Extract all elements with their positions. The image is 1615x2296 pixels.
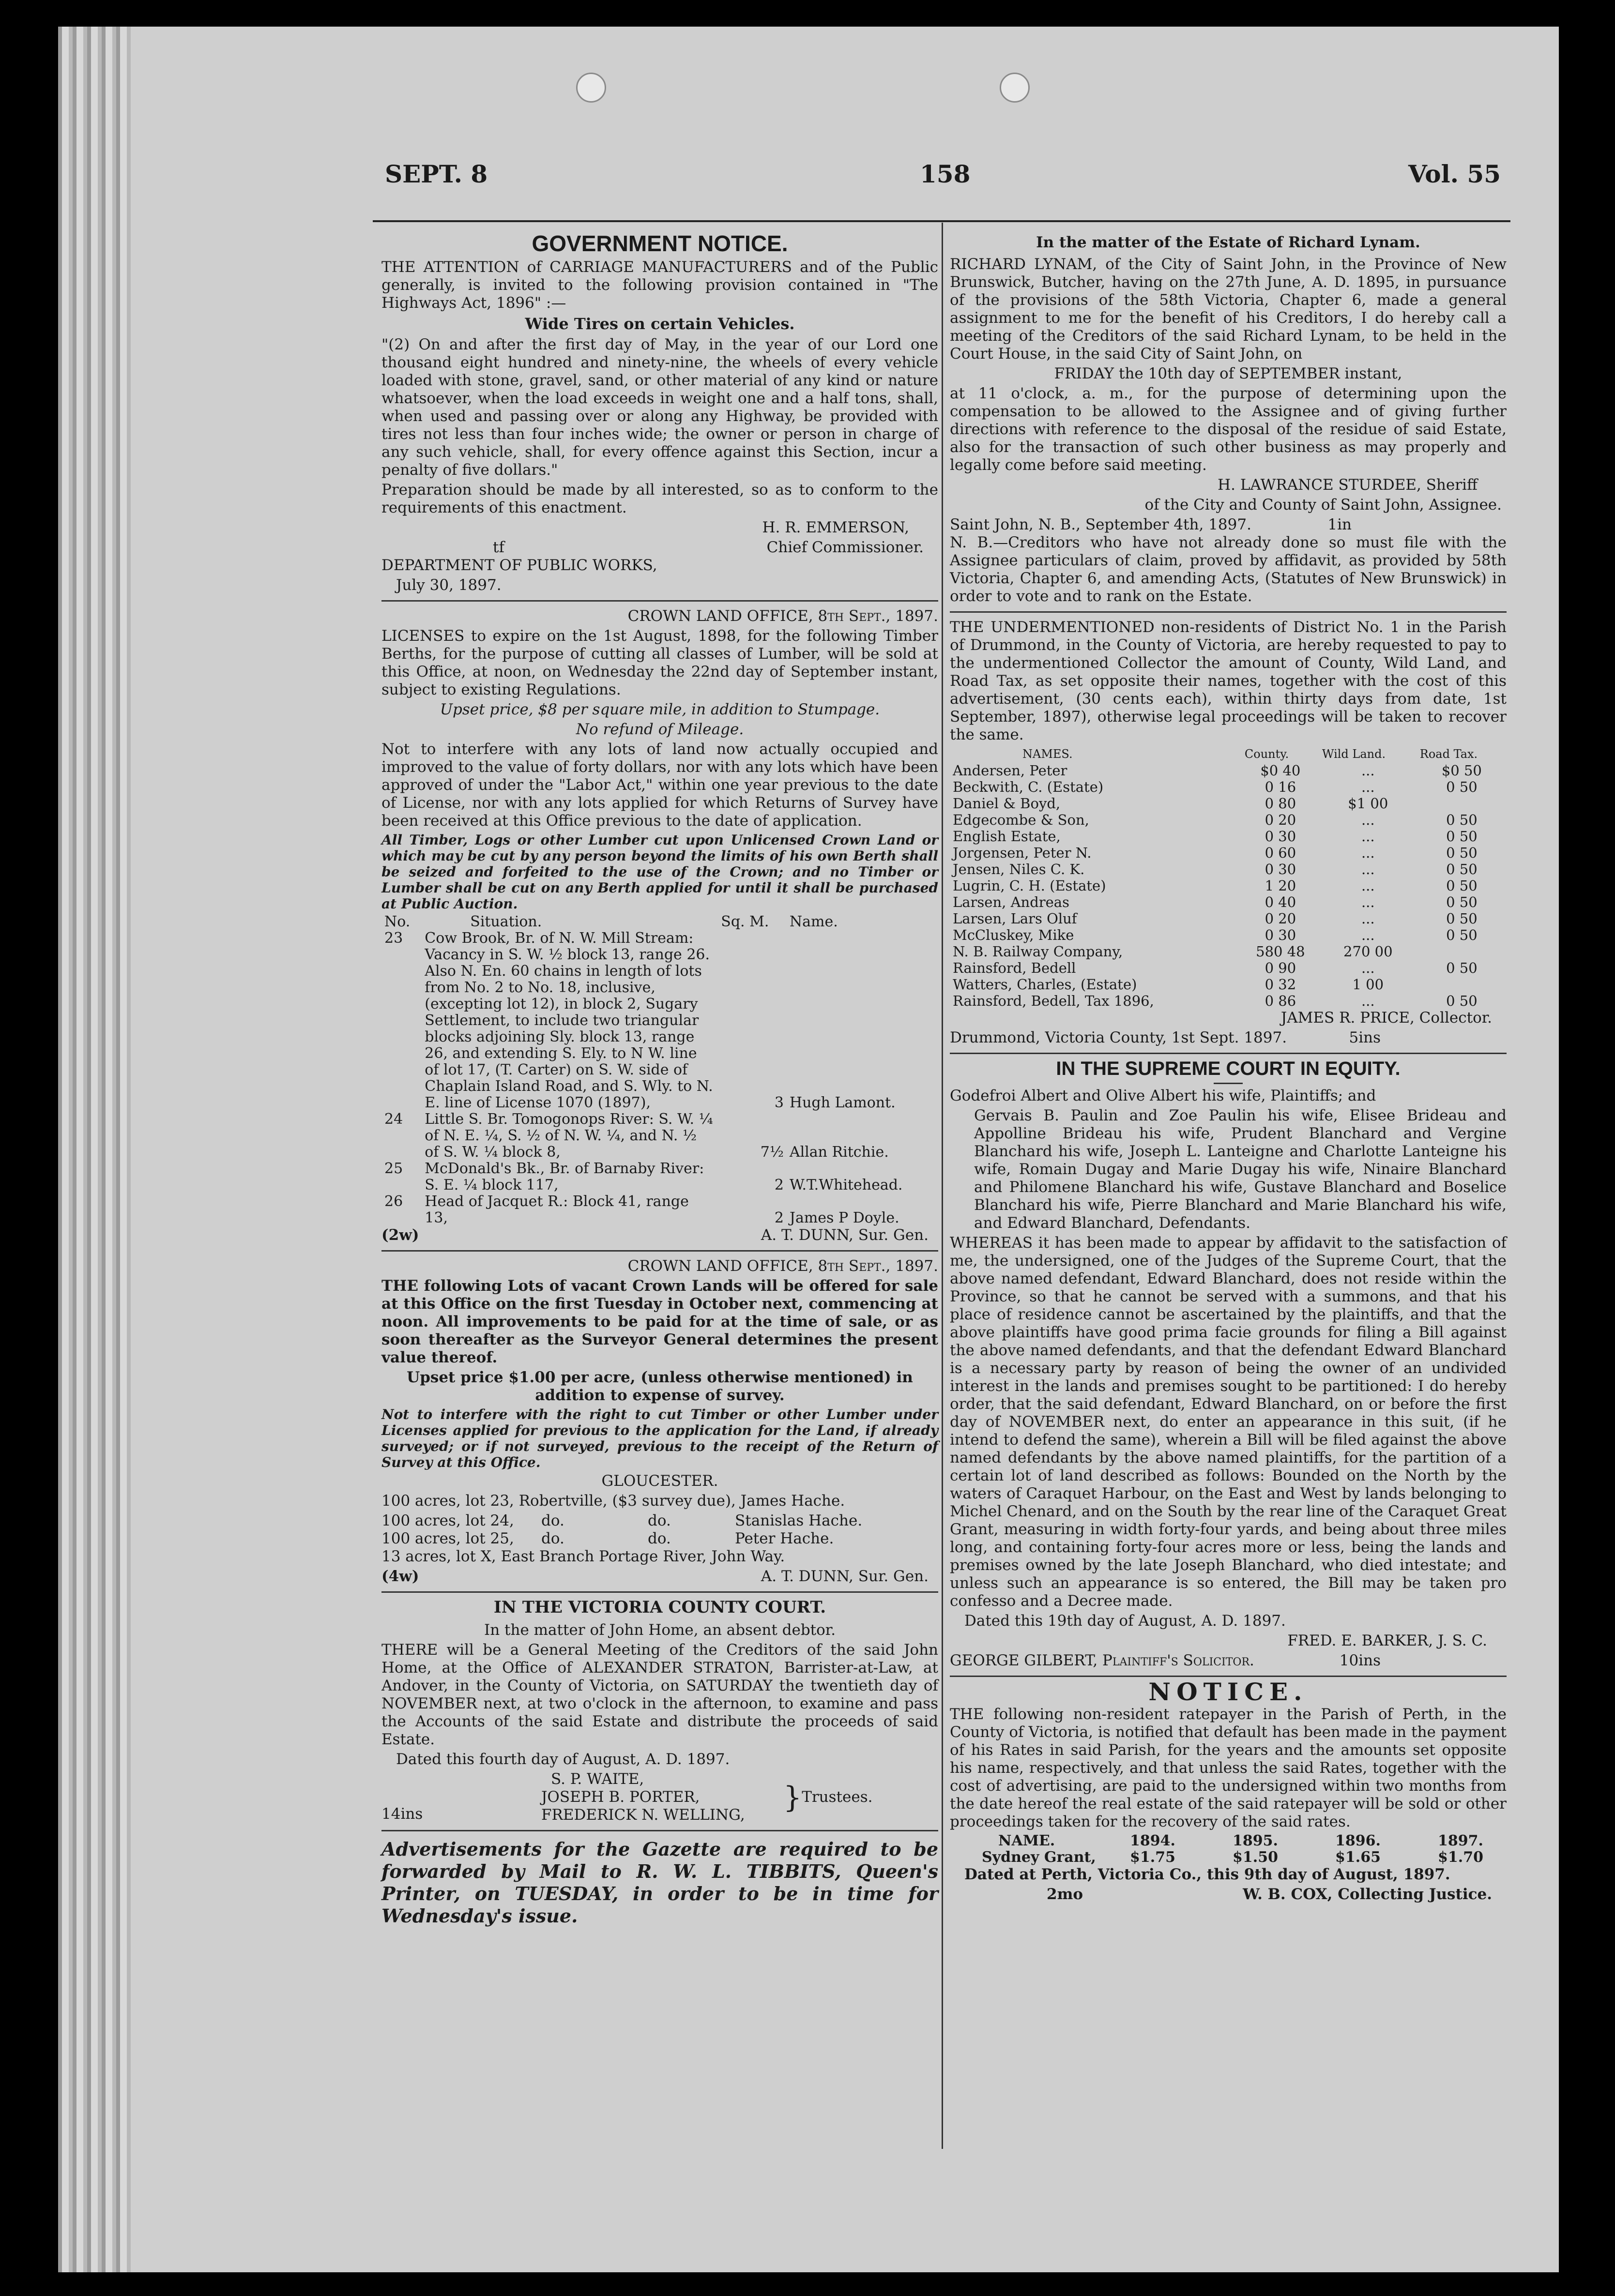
code: 10ins: [1339, 1652, 1381, 1669]
signer-title: Chief Commissioner.: [766, 539, 924, 556]
cell: 0 86: [1265, 993, 1296, 1009]
cell: Allan Ritchie.: [789, 1144, 889, 1161]
section-title: NOTICE.: [1148, 1677, 1308, 1706]
page-number: 158: [920, 160, 971, 188]
cell: 0 16: [1265, 779, 1296, 795]
page-header: [373, 150, 1510, 213]
upset-price: Upset price, $8 per square mile, in addition to Stumpage.: [440, 701, 880, 718]
cell: 0 20: [1265, 910, 1296, 927]
cell: ...: [1361, 779, 1375, 795]
cell: 0 50: [1446, 894, 1478, 910]
cell: ...: [1361, 927, 1375, 943]
binding-edge: [58, 27, 131, 2272]
col-header: 1896.: [1335, 1832, 1381, 1849]
cell: ...: [1361, 828, 1375, 845]
cell: $1.65: [1335, 1849, 1381, 1866]
paragraph: LICENSES to expire on the 1st August, 1898, for the following Timber Berths, for the purpose of cutting all classes of Lumber, will be sold at this Office, at noon, on Wednesday the 22nd day of September instant, subject to existing Regulations.: [381, 627, 938, 698]
cell: [1417, 976, 1507, 993]
meeting-date: FRIDAY the 10th day of SEPTEMBER instant,: [1054, 365, 1402, 382]
right-column: [950, 230, 1507, 1903]
supreme-court-equity: [950, 1060, 1507, 1670]
code: 14ins: [381, 1805, 423, 1823]
cell: Edgecombe & Son,: [953, 812, 1089, 828]
cell: Beckwith, C. (Estate): [953, 779, 1104, 795]
table-row: [950, 812, 1507, 828]
paragraph: N. B.—Creditors who have not already done so must file with the Assignee particulars of claim, proved by affidavit, as provided by 58th Victoria, Chapter 6, and amending Acts, (Statutes of New Brunswick) in order to vote and to rank on the Estate.: [950, 534, 1507, 605]
table-row: [381, 930, 938, 1111]
table-row: [950, 943, 1507, 960]
parties: Gervais B. Paulin and Zoe Paulin his wife, Elisee Brideau and Appolline Brideau his wife, Prudent Blanchard and Vergine Blanchard his wife, Joseph L. Lanteigne and Charlotte Lanteigne his wife, Romain Dugay and Marie Dugay his wife, Ninaire Blanchard and Philomene Blanchard his wife, Gustave Blanchard and Boselice Blanchard his wife, Pierre Blanchard and Marie Blanchard his wife, and Edward Blanchard, Defendants.: [974, 1107, 1507, 1232]
cell: Larsen, Andreas: [953, 894, 1069, 910]
cell: Jorgensen, Peter N.: [953, 845, 1092, 861]
column-divider: [942, 223, 943, 2149]
code: (2w): [381, 1226, 419, 1244]
cell: 25: [384, 1160, 403, 1177]
table-row: [381, 1193, 938, 1226]
section-title: IN THE SUPREME COURT IN EQUITY.: [1056, 1058, 1401, 1079]
lot-text: do.: [648, 1512, 671, 1529]
advertisement-notice: Advertisements for the Gazette are required to be forwarded by Mail to R. W. L. TIBBITS, Queen's Printer, on TUESDAY, in order to be in time for Wednesday's issue.: [381, 1838, 938, 1927]
department-date: July 30, 1897.: [396, 576, 502, 594]
cell: ...: [1361, 762, 1375, 779]
cell: N. B. Railway Company,: [953, 943, 1123, 960]
col-header: 1897.: [1438, 1832, 1483, 1849]
col-header: No.: [384, 913, 411, 930]
cell: 0 50: [1446, 861, 1478, 877]
cell: 24: [384, 1111, 403, 1128]
col-header: Name.: [789, 913, 838, 930]
table-row: [381, 1161, 938, 1193]
table-row: [979, 1849, 1486, 1866]
code: tf: [493, 539, 504, 556]
paragraph: Not to interfere with the right to cut Timber or other Lumber under Licenses applied for previous to the application for the Land, if already surveyed; or if not surveyed, previous to the receipt of the Return of Survey at this Office.: [381, 1406, 938, 1470]
cell: English Estate,: [953, 828, 1061, 845]
lot-line: [381, 1530, 938, 1548]
header-rule: [373, 220, 1510, 222]
table-row: [950, 993, 1507, 1009]
table-row: [950, 960, 1507, 976]
lot-text: 100 acres, lot 24,: [381, 1512, 514, 1529]
cell: 0 50: [1446, 910, 1478, 927]
header-date: SEPT. 8: [385, 160, 488, 188]
office-header: CROWN LAND OFFICE, 8th Sept., 1897.: [627, 1257, 938, 1275]
cell: Hugh Lamont.: [789, 1094, 896, 1111]
upset-price: Upset price $1.00 per acre, (unless otherwise mentioned) in addition to expense of survey.: [407, 1369, 913, 1404]
lot-text: do.: [648, 1530, 671, 1547]
cell: 0 80: [1265, 795, 1296, 812]
cell: 0 30: [1265, 927, 1296, 943]
trustee: S. P. WAITE,: [551, 1770, 644, 1788]
cell: 0 50: [1446, 812, 1478, 828]
cell: Lugrin, C. H. (Estate): [953, 877, 1106, 894]
cell: 0 50: [1446, 779, 1478, 795]
cell: $1.50: [1233, 1849, 1278, 1866]
col-header: Situation.: [470, 913, 542, 930]
cell: 2: [774, 1177, 784, 1193]
cell: Larsen, Lars Oluf: [953, 910, 1077, 927]
cell: Watters, Charles, (Estate): [953, 976, 1137, 993]
cell: Jensen, Niles C. K.: [953, 861, 1085, 877]
cell: 0 50: [1446, 828, 1478, 845]
signer: H. R. EMMERSON,: [762, 519, 909, 536]
signer: FRED. E. BARKER, J. S. C.: [1287, 1632, 1487, 1649]
rates-table: [979, 1833, 1486, 1866]
cell: $0 50: [1441, 762, 1482, 779]
col-header: Wild Land.: [1322, 747, 1386, 761]
table-row: [950, 861, 1507, 877]
table-row: [950, 894, 1507, 910]
solicitor: GEORGE GILBERT, Plaintiff's Solicitor.: [950, 1652, 1254, 1669]
code: 1in: [1327, 516, 1352, 533]
lot-text: 100 acres, lot 25,: [381, 1530, 514, 1547]
lynam-estate: [950, 234, 1507, 605]
signer: A. T. DUNN, Sur. Gen.: [761, 1226, 929, 1244]
signer: JAMES R. PRICE, Collector.: [1280, 1009, 1492, 1027]
lot-line: 13 acres, lot X, East Branch Portage River, John Way.: [381, 1548, 785, 1565]
cell: W.T.Whitehead.: [789, 1177, 903, 1193]
crown-land-notice-1: [381, 607, 938, 1244]
cell: ...: [1361, 910, 1375, 927]
place: Saint John, N. B., September 4th, 1897.: [950, 516, 1251, 533]
col-header: 1894.: [1130, 1832, 1175, 1849]
paragraph: Not to interfere with any lots of land now actually occupied and improved to the value of forty dollars, nor with any lots which have been approved of under the "Labor Act," within one year previous to the date of License, nor with any lots applied for which Returns of Survey have been received at this Office previous to the date of application.: [381, 740, 938, 830]
perth-notice: [950, 1677, 1507, 1903]
table-row: [381, 1111, 938, 1161]
col-header: NAMES.: [1022, 747, 1073, 761]
trustee: JOSEPH B. PORTER,: [541, 1788, 700, 1806]
lot-line: 100 acres, lot 23, Robertville, ($3 survey due), James Hache.: [381, 1492, 845, 1510]
cell: Rainsford, Bedell: [953, 960, 1076, 976]
lot-line: [381, 1512, 938, 1530]
cell: McDonald's Bk., Br. of Barnaby River: S. E. ¼ block 117,: [425, 1160, 704, 1193]
dated: Dated at Perth, Victoria Co., this 9th day of August, 1897.: [964, 1866, 1450, 1883]
section-title: GOVERNMENT NOTICE.: [532, 231, 788, 256]
non-residents-notice: [950, 619, 1507, 1047]
cell: $1.75: [1130, 1849, 1175, 1866]
cell: 0 50: [1446, 927, 1478, 943]
cell: ...: [1361, 861, 1375, 877]
col-header: County.: [1244, 747, 1289, 761]
paragraph: THE following non-resident ratepayer in the Parish of Perth, in the County of Victoria, is notified that default has been made in the payment of his Rates in said Parish, for the years and the amounts set opposite his name, respectively, and that unless the said Rates, together with the cost of advertising, are paid to the undersigned within two months from the date hereof the real estate of the said ratepayer will be sold or other proceedings taken for the recovery of the said rates.: [950, 1706, 1507, 1830]
cell: Cow Brook, Br. of N. W. Mill Stream: Vacancy in S. W. ½ block 13, range 26. Also N. En. 60 chains in length of lots from No. 2 to No. 18, inclusive, (excepting lot 12), in block 2, Sugary Settlement, to include two triangular blocks adjoining Sly. block 13, range 26, and extending S. Ely. to N W. line of lot 17, (T. Carter) on S. W. side of Chaplain Island Road, and S. Wly. to N. E. line of License 1070 (1897),: [425, 930, 713, 1111]
subtitle: In the matter of John Home, an absent debtor.: [484, 1621, 836, 1639]
cell: Rainsford, Bedell, Tax 1896,: [953, 993, 1154, 1009]
gazette-page: [58, 27, 1559, 2272]
table-row: [950, 795, 1507, 812]
cell: 580 48: [1256, 943, 1305, 960]
cell: 0 50: [1446, 960, 1478, 976]
cell: 1 20: [1265, 877, 1296, 894]
timber-berths-table: [381, 914, 938, 1226]
code: 2mo: [1047, 1886, 1083, 1903]
government-notice: [381, 231, 938, 594]
office-header: CROWN LAND OFFICE, 8th Sept., 1897.: [627, 607, 938, 625]
col-header: Sq. M.: [721, 913, 769, 930]
cell: 0 20: [1265, 812, 1296, 828]
cell: Little S. Br. Tomogonops River: S. W. ¼ of N. E. ¼, S. ½ of N. W. ¼, and N. ½ of S. W. ¼ block 8,: [425, 1111, 713, 1161]
cell: ...: [1361, 993, 1375, 1009]
lot-text: do.: [541, 1512, 564, 1529]
cell: ...: [1361, 812, 1375, 828]
cell: 26: [384, 1193, 403, 1210]
signer-title: of the City and County of Saint John, Assignee.: [1144, 496, 1502, 514]
binding-hole: [1000, 73, 1030, 103]
section-title: IN THE VICTORIA COUNTY COURT.: [493, 1598, 826, 1617]
col-header: Road Tax.: [1419, 747, 1478, 761]
section-title: In the matter of the Estate of Richard Lynam.: [1036, 234, 1420, 251]
lot-text: Peter Hache.: [735, 1530, 834, 1547]
cell: 3: [774, 1094, 784, 1111]
cell: Sydney Grant,: [982, 1849, 1096, 1866]
cell: 2: [774, 1209, 784, 1226]
cell: 7½: [760, 1144, 784, 1161]
cell: Daniel & Boyd,: [953, 795, 1061, 812]
cell: 0 32: [1265, 976, 1296, 993]
place: Drummond, Victoria County, 1st Sept. 1897.: [950, 1029, 1287, 1046]
cell: [1417, 795, 1507, 812]
paragraph: "(2) On and after the first day of May, in the year of our Lord one thousand eight hundred and ninety-nine, the wheels of every vehicle loaded with stone, gravel, sand, or other material of any kind or nature whatsoever, when the load exceeds in weight one and a half tons, shall, when used and passing over or along any Highway, be provided with tires not less than four inches wide; the owner or person in charge of any such vehicle, shall, for every offence against this Section, incur a penalty of five dollars.": [381, 336, 938, 479]
cell: 23: [384, 930, 403, 947]
cell: ...: [1361, 877, 1375, 894]
cell: Head of Jacquet R.: Block 41, range 13,: [425, 1193, 689, 1226]
table-row: [950, 845, 1507, 861]
paragraph: WHEREAS it has been made to appear by affidavit to the satisfaction of me, the undersigned, one of the Judges of the Supreme Court, that the above named defendant, Edward Blanchard, does not reside within the Province, so that he cannot be served with a summons, and that his place of residence cannot be ascertained by the plaintiffs, and that the above plaintiffs have good prima facie grounds for filing a Bill against the above named defendants, and that the defendant Edward Blanchard is a necessary party by reason of being the owner of an undivided interest in the lands and premises sought to be partitioned: I do hereby order, that the said defendant, Edward Blanchard, on or before the first day of NOVEMBER next, do enter an appearance in this suit, (if he intend to defend the same), wherein a Bill will be filed against the above named defendants by the above named plaintiffs, for the partition of a certain lot of land described as follows: Bounded on the North by the waters of Caraquet Harbour, on the East and West by lands belonging to Michel Chenard, and on the South by the rear line of the Caraquet Great Grant, measuring in width forty-four yards, and being about three miles long, and containing forty-four acres more or less, being the lands and premises owned by the late Joseph Blanchard, who died intestate; and unless such an appearance is so entered, the Bill may be taken pro confesso and a Decree made.: [950, 1234, 1507, 1610]
cell: 0 60: [1265, 845, 1296, 861]
cell: ...: [1361, 894, 1375, 910]
cell: 0 30: [1265, 828, 1296, 845]
cell: 0 50: [1446, 845, 1478, 861]
paragraph: All Timber, Logs or other Lumber cut upon Unlicensed Crown Land or which may be cut by any person beyond the limits of his own Berth shall be seized and forfeited to the use of the Crown; and no Timber or Lumber shall be cut on any Berth applied for until it shall be purchased at Public Auction.: [381, 832, 938, 912]
cell: James P Doyle.: [789, 1209, 899, 1226]
signer: W. B. COX, Collecting Justice.: [1243, 1886, 1492, 1903]
cell: 0 30: [1265, 861, 1296, 877]
cell: $1.70: [1438, 1849, 1483, 1866]
binding-hole: [576, 73, 606, 103]
code: 5ins: [1349, 1029, 1381, 1046]
crown-land-notice-2: [381, 1257, 938, 1586]
department: DEPARTMENT OF PUBLIC WORKS,: [381, 557, 657, 574]
victoria-county-court: [381, 1599, 938, 1824]
cell: Andersen, Peter: [953, 762, 1067, 779]
left-column: [381, 230, 938, 1929]
lot-text: do.: [541, 1530, 564, 1547]
paragraph: THE following Lots of vacant Crown Lands will be offered for sale at this Office on the first Tuesday in October next, commencing at noon. All improvements to be paid for at the time of sale, or as soon thereafter as the Surveyor General determines the present value thereof.: [381, 1277, 938, 1366]
lot-text: Stanislas Hache.: [735, 1512, 863, 1529]
paragraph: RICHARD LYNAM, of the City of Saint John, in the Province of New Brunswick, Butcher, having on the 27th June, A. D. 1895, in pursuance of the provisions of the 58th Victoria, Chapter 6, made a general assignment to me for the benefit of his Creditors, I do hereby call a meeting of the Creditors of the said Richard Lynam, to be held in the Court House, in the said City of Saint John, on: [950, 256, 1507, 363]
table-row: [950, 877, 1507, 894]
brace: }: [783, 1780, 802, 1814]
cell: ...: [1361, 845, 1375, 861]
county: GLOUCESTER.: [601, 1472, 718, 1490]
cell: 0 50: [1446, 877, 1478, 894]
paragraph: at 11 o'clock, a. m., for the purpose of determining upon the compensation to be allowed to the Assignee and of giving further directions with reference to the disposal of the residue of said Estate, also for the transaction of such other business as may properly and legally come before said meeting.: [950, 385, 1507, 474]
signer: A. T. DUNN, Sur. Gen.: [761, 1568, 929, 1585]
volume-number: Vol. 55: [1408, 160, 1501, 188]
cell: 1 00: [1352, 976, 1384, 993]
paragraph: THE ATTENTION of CARRIAGE MANUFACTURERS and of the Public generally, is invited to the following provision contained in "The Highways Act, 1896" :—: [381, 258, 938, 312]
cell: $1 00: [1348, 795, 1388, 812]
table-row: [950, 828, 1507, 845]
cell: 0 90: [1265, 960, 1296, 976]
table-row: [950, 779, 1507, 795]
cell: $0 40: [1260, 762, 1301, 779]
table-row: [950, 927, 1507, 943]
trustee: FREDERICK N. WELLING,: [541, 1806, 745, 1824]
cell: 270 00: [1343, 943, 1393, 960]
table-row: [950, 762, 1507, 779]
code: (4w): [381, 1568, 419, 1585]
subtitle: Wide Tires on certain Vehicles.: [525, 315, 795, 333]
signer: H. LAWRANCE STURDEE, Sheriff: [1218, 476, 1478, 494]
no-refund: No refund of Mileage.: [576, 721, 744, 738]
cell: McCluskey, Mike: [953, 927, 1074, 943]
table-row: [950, 910, 1507, 927]
col-header: 1895.: [1233, 1832, 1278, 1849]
cell: 0 40: [1265, 894, 1296, 910]
dated: Dated this 19th day of August, A. D. 1897.: [964, 1612, 1286, 1630]
cell: [1417, 943, 1507, 960]
parties: Godefroi Albert and Olive Albert his wife, Plaintiffs; and: [950, 1087, 1376, 1104]
paragraph: Preparation should be made by all interested, so as to conform to the requirements of this enactment.: [381, 481, 938, 516]
cell: 0 50: [1446, 993, 1478, 1009]
trustees-label: Trustees.: [802, 1788, 873, 1806]
table-row: [950, 976, 1507, 993]
dated: Dated this fourth day of August, A. D. 1897.: [396, 1751, 730, 1768]
cell: ...: [1361, 960, 1375, 976]
col-header: NAME.: [998, 1832, 1055, 1849]
tax-table: [950, 746, 1507, 1009]
paragraph: THE UNDERMENTIONED non-residents of District No. 1 in the Parish of Drummond, in the County of Victoria, are hereby requested to pay to the undermentioned Collector the amount of County, Wild Land, and Road Tax, as set opposite their names, together with the cost of this advertisement, (30 cents each), within thirty days from date, 1st September, 1897), otherwise legal proceedings will be taken to recover the same.: [950, 619, 1507, 743]
paragraph: THERE will be a General Meeting of the Creditors of the said John Home, at the Office of ALEXANDER STRATON, Barrister-at-Law, at Andover, in the County of Victoria, on SATURDAY the twentieth day of NOVEMBER next, at two o'clock in the afternoon, to examine and pass the Accounts of the said Estate and distribute the proceeds of said Estate.: [381, 1641, 938, 1748]
